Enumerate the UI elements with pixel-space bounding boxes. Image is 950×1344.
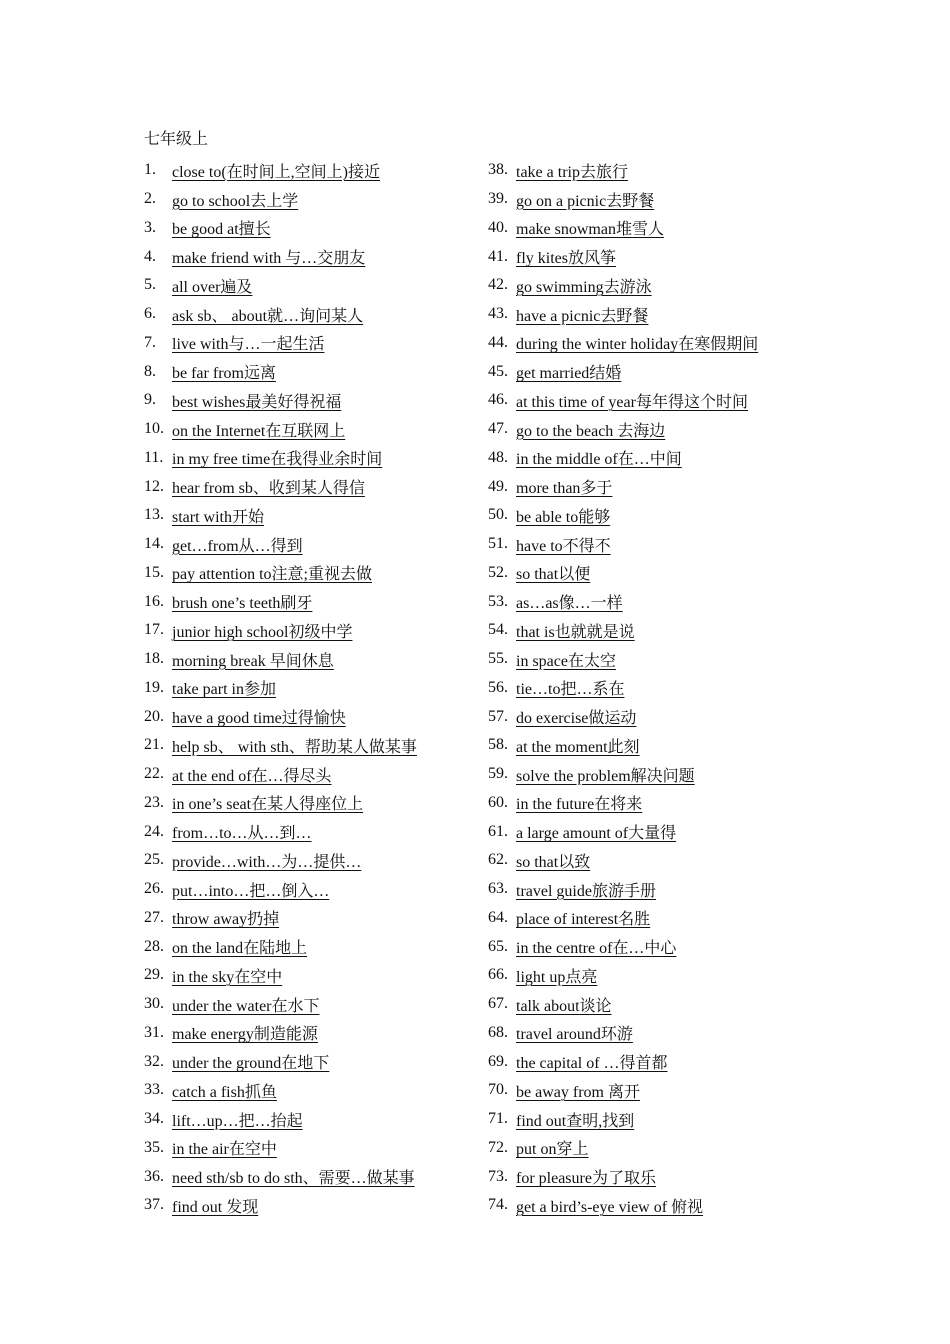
item-number: 16. (144, 592, 164, 610)
phrase-text: at this time of year每年得这个时间 (516, 393, 748, 411)
phrase-text: throw away扔掉 (172, 911, 280, 929)
phrase-text: go to the beach 去海边 (516, 422, 666, 440)
item-number: 3. (144, 218, 156, 236)
list-item (488, 731, 908, 760)
item-number: 72. (488, 1138, 508, 1156)
phrase-text: at the end of在…得尽头 (172, 767, 332, 785)
item-number: 33. (144, 1081, 164, 1099)
list-item (144, 645, 474, 674)
item-number: 64. (488, 908, 508, 926)
list-item (488, 789, 908, 818)
item-number: 59. (488, 765, 508, 783)
list-item (144, 990, 474, 1019)
item-number: 7. (144, 333, 156, 351)
phrase-text: place of interest名胜 (516, 911, 651, 929)
phrase-text: make friend with 与…交朋友 (172, 250, 366, 268)
list-item (144, 616, 474, 645)
item-number: 10. (144, 420, 164, 438)
list-item (144, 472, 474, 501)
item-number: 19. (144, 678, 164, 696)
phrase-text: provide…with…为…提供… (172, 853, 362, 871)
item-number: 24. (144, 822, 164, 840)
phrase-text: live with与…一起生活 (172, 336, 325, 354)
item-number: 30. (144, 995, 164, 1013)
list-item (488, 616, 908, 645)
phrase-text: travel around环游 (516, 1026, 633, 1044)
item-number: 2. (144, 190, 156, 208)
list-item (144, 1105, 474, 1134)
list-item (488, 645, 908, 674)
list-item (144, 1162, 474, 1191)
phrase-text: close to(在时间上,空间上)接近 (172, 163, 380, 181)
phrase-text: light up点亮 (516, 968, 598, 986)
list-item (144, 674, 474, 703)
item-number: 71. (488, 1110, 508, 1128)
list-item (488, 357, 908, 386)
phrase-text: tie…to把…系在 (516, 681, 625, 699)
item-number: 1. (144, 161, 156, 179)
list-item (488, 501, 908, 530)
item-number: 42. (488, 276, 508, 294)
list-item (488, 329, 908, 358)
list-item (144, 702, 474, 731)
list-item (488, 817, 908, 846)
item-number: 51. (488, 535, 508, 553)
item-number: 41. (488, 247, 508, 265)
item-number: 39. (488, 190, 508, 208)
list-item (144, 1134, 474, 1163)
item-number: 50. (488, 506, 508, 524)
phrase-text: in the middle of在…中间 (516, 451, 682, 469)
phrase-text: put…into…把…倒入… (172, 882, 330, 900)
item-number: 44. (488, 333, 508, 351)
list-item (488, 242, 908, 271)
list-item (488, 990, 908, 1019)
list-item (488, 674, 908, 703)
phrase-text: in space在太空 (516, 652, 616, 670)
list-item (488, 386, 908, 415)
phrase-text: talk about谈论 (516, 997, 612, 1015)
phrase-text: find out 发现 (172, 1198, 259, 1216)
phrase-text: on the land在陆地上 (172, 940, 308, 958)
item-number: 53. (488, 592, 508, 610)
phrase-text: start with开始 (172, 508, 264, 526)
phrase-text: take part in参加 (172, 681, 276, 699)
list-item (144, 329, 474, 358)
item-number: 38. (488, 161, 508, 179)
list-item (144, 875, 474, 904)
list-item (488, 961, 908, 990)
item-number: 65. (488, 937, 508, 955)
item-number: 11. (144, 448, 164, 466)
list-item (488, 702, 908, 731)
list-item (144, 415, 474, 444)
phrase-text: under the ground在地下 (172, 1055, 330, 1073)
phrase-text: fly kites放风筝 (516, 250, 616, 268)
item-number: 23. (144, 793, 164, 811)
phrase-text: be good at擅长 (172, 221, 271, 239)
list-item (144, 530, 474, 559)
phrase-text: the capital of …得首都 (516, 1055, 668, 1073)
phrase-text: so that以便 (516, 566, 591, 584)
item-number: 57. (488, 707, 508, 725)
phrase-text: ask sb、 about就…询问某人 (172, 307, 364, 325)
list-item (144, 961, 474, 990)
phrase-text: in the sky在空中 (172, 968, 283, 986)
item-number: 36. (144, 1167, 164, 1185)
list-item (488, 271, 908, 300)
item-number: 34. (144, 1110, 164, 1128)
item-number: 73. (488, 1167, 508, 1185)
item-number: 45. (488, 362, 508, 380)
phrase-text: during the winter holiday在寒假期间 (516, 336, 759, 354)
item-number: 20. (144, 707, 164, 725)
list-item (488, 846, 908, 875)
phrase-text: get married结婚 (516, 365, 622, 383)
list-item (144, 1191, 474, 1220)
phrase-text: put on穿上 (516, 1141, 589, 1159)
item-number: 62. (488, 851, 508, 869)
item-number: 58. (488, 736, 508, 754)
item-number: 22. (144, 765, 164, 783)
item-number: 40. (488, 218, 508, 236)
phrase-text: in the air在空中 (172, 1141, 277, 1159)
item-number: 15. (144, 563, 164, 581)
phrase-text: make energy制造能源 (172, 1026, 318, 1044)
list-item (488, 1162, 908, 1191)
phrase-text: have a picnic去野餐 (516, 307, 649, 325)
item-number: 14. (144, 535, 164, 553)
phrase-text: on the Internet在互联网上 (172, 422, 346, 440)
item-number: 74. (488, 1196, 508, 1214)
item-number: 17. (144, 621, 164, 639)
item-number: 6. (144, 305, 156, 323)
list-item (488, 1076, 908, 1105)
phrase-text: be able to能够 (516, 508, 611, 526)
item-number: 43. (488, 305, 508, 323)
item-number: 12. (144, 477, 164, 495)
phrase-text: go to school去上学 (172, 192, 299, 210)
phrase-text: under the water在水下 (172, 997, 320, 1015)
list-item (144, 444, 474, 473)
list-item (144, 817, 474, 846)
list-item (488, 415, 908, 444)
phrase-text: go on a picnic去野餐 (516, 192, 655, 210)
item-number: 49. (488, 477, 508, 495)
item-number: 13. (144, 506, 164, 524)
phrase-list-left (144, 156, 474, 1220)
item-number: 48. (488, 448, 508, 466)
list-item (144, 386, 474, 415)
list-item (488, 1191, 908, 1220)
list-item (488, 530, 908, 559)
list-item (144, 1019, 474, 1048)
list-item (488, 559, 908, 588)
phrase-text: more than多于 (516, 480, 613, 498)
phrase-text: junior high school初级中学 (172, 623, 353, 641)
item-number: 29. (144, 966, 164, 984)
list-item (488, 156, 908, 185)
list-item (144, 587, 474, 616)
list-item (488, 214, 908, 243)
list-item (488, 185, 908, 214)
item-number: 54. (488, 621, 508, 639)
list-item (144, 904, 474, 933)
item-number: 46. (488, 391, 508, 409)
item-number: 35. (144, 1138, 164, 1156)
list-item (144, 271, 474, 300)
list-item (144, 185, 474, 214)
list-item (144, 846, 474, 875)
list-item (144, 357, 474, 386)
item-number: 55. (488, 650, 508, 668)
phrase-text: in the centre of在…中心 (516, 940, 677, 958)
list-item (488, 932, 908, 961)
item-number: 70. (488, 1081, 508, 1099)
list-item (488, 760, 908, 789)
phrase-text: catch a fish抓鱼 (172, 1083, 277, 1101)
list-item (144, 242, 474, 271)
phrase-text: take a trip去旅行 (516, 163, 628, 181)
phrase-text: a large amount of大量得 (516, 825, 677, 843)
item-number: 26. (144, 880, 164, 898)
phrase-text: in the future在将来 (516, 796, 643, 814)
item-number: 68. (488, 1023, 508, 1041)
item-number: 5. (144, 276, 156, 294)
item-number: 9. (144, 391, 156, 409)
phrase-text: go swimming去游泳 (516, 278, 652, 296)
phrase-text: in my free time在我得业余时间 (172, 451, 383, 469)
item-number: 60. (488, 793, 508, 811)
item-number: 69. (488, 1052, 508, 1070)
phrase-text: solve the problem解决问题 (516, 767, 695, 785)
list-item (144, 760, 474, 789)
item-number: 56. (488, 678, 508, 696)
list-item (488, 1134, 908, 1163)
phrase-text: lift…up…把…抬起 (172, 1112, 303, 1130)
phrase-text: find out查明,找到 (516, 1112, 635, 1130)
phrase-text: travel guide旅游手册 (516, 882, 656, 900)
phrase-text: for pleasure为了取乐 (516, 1170, 656, 1188)
list-item (488, 444, 908, 473)
phrase-text: so that以致 (516, 853, 591, 871)
item-number: 25. (144, 851, 164, 869)
phrase-text: at the moment此刻 (516, 738, 640, 756)
list-item (488, 1019, 908, 1048)
phrase-text: need sth/sb to do sth、需要…做某事 (172, 1170, 415, 1188)
phrase-text: be away from 离开 (516, 1083, 640, 1101)
phrase-text: from…to…从…到… (172, 825, 312, 843)
phrase-text: hear from sb、收到某人得信 (172, 480, 365, 498)
list-item (488, 587, 908, 616)
item-number: 31. (144, 1023, 164, 1041)
list-item (488, 904, 908, 933)
list-item (144, 156, 474, 185)
phrase-text: do exercise做运动 (516, 710, 637, 728)
phrase-text: brush one’s teeth刷牙 (172, 595, 313, 613)
list-item (144, 559, 474, 588)
list-item (144, 932, 474, 961)
phrase-list-right (488, 156, 908, 1220)
list-item (488, 875, 908, 904)
phrase-text: get…from从…得到 (172, 537, 303, 555)
item-number: 4. (144, 247, 156, 265)
phrase-text: be far from远离 (172, 365, 276, 383)
list-item (144, 300, 474, 329)
phrase-text: best wishes最美好得祝福 (172, 393, 342, 411)
list-item (144, 1047, 474, 1076)
list-item (488, 1047, 908, 1076)
list-item (144, 1076, 474, 1105)
list-item (488, 1105, 908, 1134)
item-number: 66. (488, 966, 508, 984)
list-item (488, 300, 908, 329)
list-item (144, 214, 474, 243)
list-item (144, 501, 474, 530)
list-item (488, 472, 908, 501)
phrase-text: get a bird’s-eye view of 俯视 (516, 1198, 704, 1216)
list-item (144, 731, 474, 760)
list-item (144, 789, 474, 818)
phrase-text: make snowman堆雪人 (516, 221, 664, 239)
phrase-text: in one’s seat在某人得座位上 (172, 796, 364, 814)
item-number: 67. (488, 995, 508, 1013)
phrase-text: have to不得不 (516, 537, 611, 555)
item-number: 47. (488, 420, 508, 438)
item-number: 37. (144, 1196, 164, 1214)
item-number: 63. (488, 880, 508, 898)
phrase-text: pay attention to注意;重视去做 (172, 566, 372, 584)
phrase-text: have a good time过得愉快 (172, 710, 346, 728)
item-number: 21. (144, 736, 164, 754)
phrase-text: help sb、 with sth、帮助某人做某事 (172, 738, 417, 756)
phrase-text: that is也就就是说 (516, 623, 635, 641)
item-number: 28. (144, 937, 164, 955)
item-number: 32. (144, 1052, 164, 1070)
item-number: 18. (144, 650, 164, 668)
item-number: 61. (488, 822, 508, 840)
page-heading: 七年级上 (144, 131, 209, 148)
phrase-text: all over遍及 (172, 278, 253, 296)
item-number: 27. (144, 908, 164, 926)
item-number: 8. (144, 362, 156, 380)
phrase-text: as…as像…一样 (516, 595, 623, 613)
phrase-text: morning break 早间休息 (172, 652, 334, 670)
item-number: 52. (488, 563, 508, 581)
